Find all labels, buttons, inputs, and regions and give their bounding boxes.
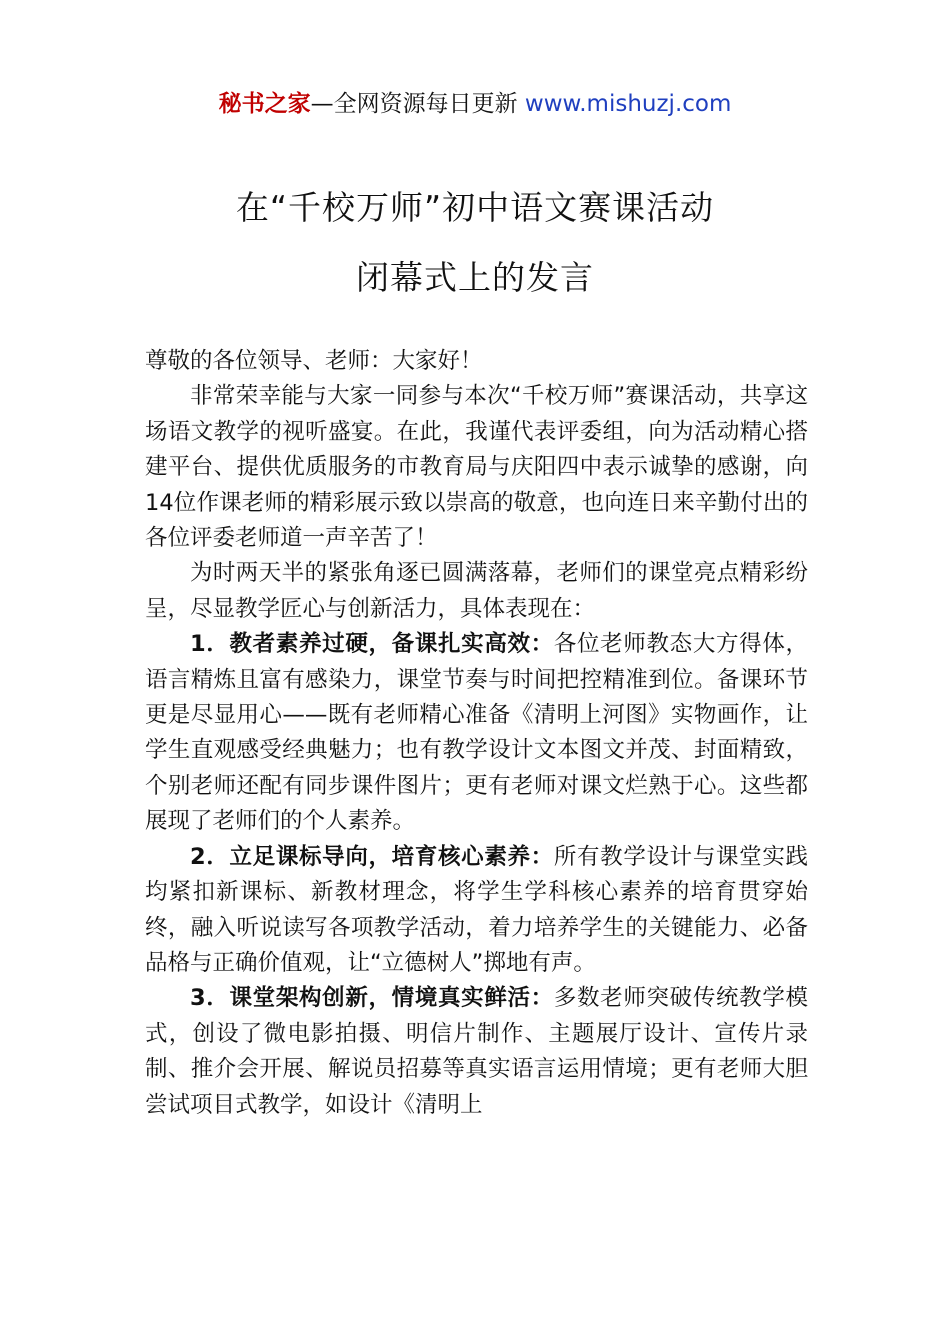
document-title-line-2: 闭幕式上的发言 (356, 258, 594, 297)
item-heading: 1．教者素养过硬，备课扎实高效： (190, 631, 554, 658)
brand-name: 秘书之家 (218, 91, 311, 117)
site-header (0, 88, 950, 120)
item-heading: 3．课堂架构创新，情境真实鲜活： (190, 985, 554, 1012)
paragraph-summary: 为时两天半的紧张角逐已圆满落幕，老师们的课堂亮点精彩纷呈，尽显教学匠心与创新活力，具体表现在： (145, 560, 808, 622)
greeting: 尊敬的各位领导、老师：大家好！ (145, 348, 483, 374)
item-text: 所有教学设计与课堂实践均紧扣新课标、新教材理念，将学生学科核心素养的培育贯穿始终，融入听说读写各项教学活动，着力培养学生的关键能力、必备品格与正确价值观，让“立德树人”掷地有声。 (145, 843, 808, 976)
site-url-link[interactable]: www.mishuzj.com (524, 91, 732, 117)
item-text: 各位老师教态大方得体，语言精炼且富有感染力，课堂节奏与时间把控精准到位。备课环节更是尽显用心——既有老师精心准备《清明上河图》实物画作，让学生直观感受经典魅力；也有教学设计文本图文并茂、封面精致，个别老师还配有同步课件图片；更有老师对课文烂熟于心。这些都展现了老师们的个人素养。 (145, 631, 808, 835)
list-item (145, 840, 808, 982)
document-body (145, 344, 808, 1123)
list-item (145, 981, 808, 1123)
paragraph-thanks: 非常荣幸能与大家一同参与本次“千校万师”赛课活动，共享这场语文教学的视听盛宴。在此，我谨代表评委组，向为活动精心搭建平台、提供优质服务的市教育局与庆阳四中表示诚挚的感谢，向14位作课老师的精彩展示致以崇高的敬意，也向连日来辛勤付出的各位评委老师道一声辛苦了！ (145, 383, 808, 552)
item-text: 多数老师突破传统教学模式，创设了微电影拍摄、明信片制作、主题展厅设计、宣传片录制、推介会开展、解说员招募等真实语言运用情境；更有老师大胆尝试项目式教学，如设计《清明上 (145, 985, 808, 1118)
item-heading: 2．立足课标导向，培育核心素养： (190, 843, 554, 870)
header-slogan: —全网资源每日更新 (310, 91, 518, 117)
document-title-line-1: 在“千校万师”初中语文赛课活动 (235, 188, 715, 227)
list-item (145, 627, 808, 839)
